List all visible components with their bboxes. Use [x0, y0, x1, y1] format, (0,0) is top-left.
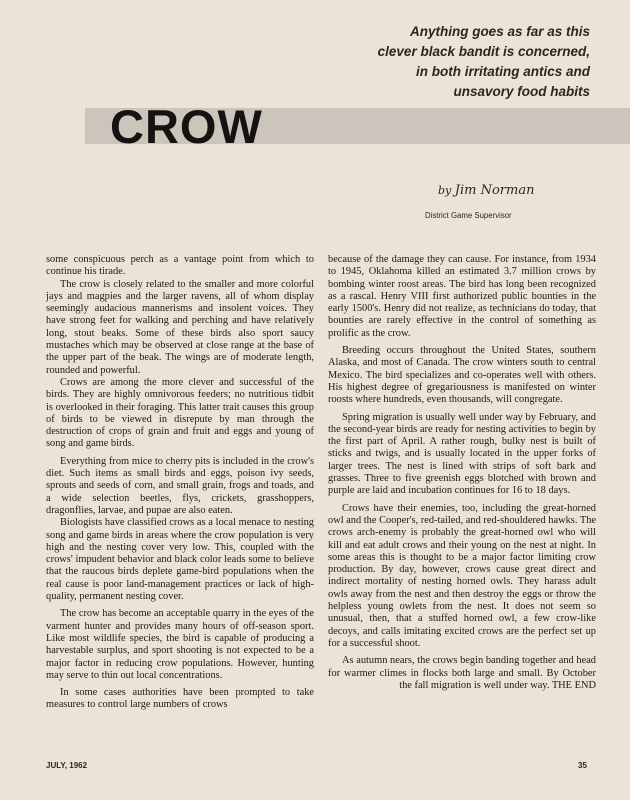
paragraph: Breeding occurs throughout the United States, southern Alaska, and most of Canada. The crow winters south to central Mexico. The bird specializes and co-operates well with others. His highest degree of gregariousness is manifested on winter roosts where hundreds, even thousands, will congregate.: [328, 345, 596, 406]
paragraph: As autumn nears, the crows begin banding together and head for warmer climes in flocks both large and small. By October the fall migration is well under way. THE END: [328, 655, 596, 691]
tagline-line: unsavory food habits: [453, 84, 590, 99]
paragraph: Crows are among the more clever and successful of the birds. They are highly omnivorous feeders; no nutritious tidbit is overlooked in their foraging. This latter trait causes this group of birds to be viewed in disrepute by man through the destruction of crops of grain and fruit and eggs and young of song and game birds.: [46, 376, 314, 450]
paragraph: Spring migration is usually well under way by February, and the second-year birds are ready for nesting activities to begin by the first part of April. A rather rough, bulky nest is built of sticks and twigs, and is usually located in the upper forks of larger trees. The nest is lined with strips of soft bark and grasses. Three to five greenish eggs blotched with brown and purple are laid and incubation continues for 16 to 18 days.: [328, 411, 596, 497]
paragraph: because of the damage they can cause. For instance, from 1934 to 1945, Oklahoma killed an estimated 3.7 million crows by bombing winter roost areas. The bird has long been recognized as a rascal. Henry VIII first authorized public bounties in the early 1500's. Henry did not realize, as technicians do today, that bounties are rarely effective in the control of something as prolific as the crow.: [328, 254, 596, 339]
tagline-line: clever black bandit is concerned,: [377, 44, 590, 59]
right-column: [328, 254, 596, 692]
issue-date: JULY, 1962: [46, 761, 88, 770]
author-name: Jim Norman: [454, 183, 535, 198]
page-number: 35: [578, 761, 587, 770]
paragraph: Biologists have classified crows as a local menace to nesting song and game birds in areas where the crow population is very high and the nesting cover very low. This, coupled with the crows' impudent behavior and black color leads some to believe that the raucous birds deplete game-bird populations when the real cause is poor land-management practices or lack of high-quality, permanent nesting cover.: [46, 517, 314, 603]
paragraph: In some cases authorities have been prompted to take measures to control large numbers of crows: [46, 687, 314, 711]
tagline: [270, 22, 590, 102]
article-title: CROW: [110, 100, 263, 153]
tagline-line: Anything goes as far as this: [409, 24, 590, 39]
author-role: District Game Supervisor: [425, 211, 512, 220]
byline: [438, 183, 534, 198]
left-column: [46, 254, 314, 712]
paragraph: The crow is closely related to the smaller and more colorful jays and magpies and the larger ravens, all of whom display seemingly audacious mannerisms and insolent voices. They have strong feet for walking and perching and have relatively long, stout beaks. Some of these birds also sport saucy mustaches which may be observed at close range at the base of the upper part of the beak. The wings are of moderate length, rounded and powerful.: [46, 278, 314, 376]
tagline-line: in both irritating antics and: [415, 64, 590, 79]
paragraph: Everything from mice to cherry pits is included in the crow's diet. Such items as small birds and eggs, poison ivy seeds, sprouts and seeds of corn, and small grain, frogs and toads, and a wide selection beetles, flys, crickets, grasshoppers, dragonflies, larvae, and pupae are also eaten.: [46, 455, 314, 516]
paragraph: some conspicuous perch as a vantage point from which to continue his tirade.: [46, 254, 314, 278]
byline-by: by: [438, 184, 452, 197]
paragraph: The crow has become an acceptable quarry in the eyes of the varment hunter and provides many hours of off-season sport. Like most wildlife species, the bird is capable of producing a harvestable surplus, and sport shooting is not expected to be a major factor in reducing crow populations. However, hunting may serve to thin out local concentrations.: [46, 608, 314, 681]
paragraph: Crows have their enemies, too, including the great-horned owl and the Cooper's, red-tailed, and red-shouldered hawks. The crows arch-enemy is probably the great-horned owl who will kill and eat adult crows and their young on the nest at night. In some areas this is thought to be a major factor limiting crow production. By day, however, crows cause great direct and indirect mortality of nesting horned owls. They harass adult owls away from the nest and then destroy the eggs or throw the helpless young owlets from the nest. It does not seem so unusual, then, that a stuffed horned owl, a few crow-like decoys, and calls imitating excited crows are the perfect set up for a successful shoot.: [328, 502, 597, 649]
